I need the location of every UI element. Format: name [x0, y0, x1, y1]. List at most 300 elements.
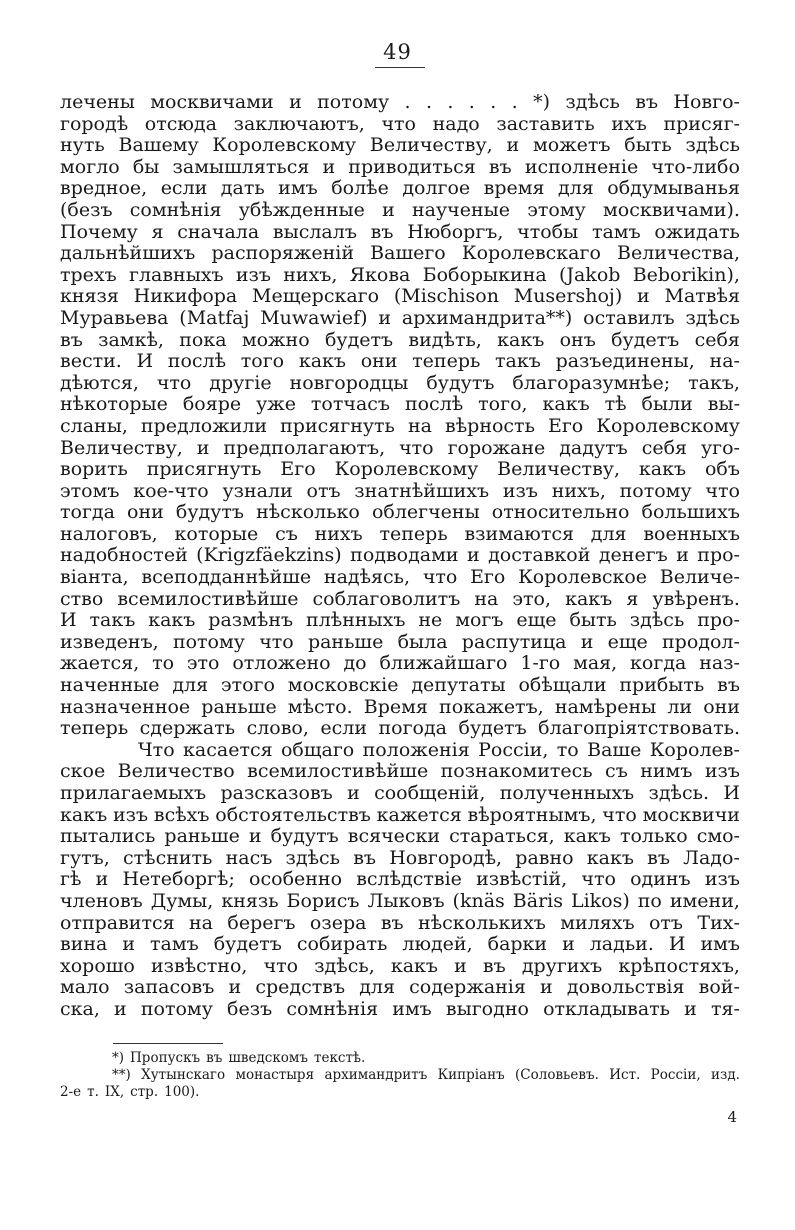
text-line: [60, 934, 740, 956]
word: озера: [309, 911, 367, 934]
word: И: [136, 350, 154, 373]
word: по: [637, 889, 662, 912]
word: дадутъ: [559, 436, 628, 459]
word: пытались: [60, 825, 156, 848]
word: обстоятельствъ: [215, 803, 371, 826]
word: Время: [363, 695, 428, 718]
word: .: [425, 91, 432, 113]
word: теперь: [60, 717, 129, 740]
word: еще: [516, 609, 557, 632]
word: жается,: [60, 652, 140, 675]
word: и: [378, 306, 392, 329]
word: Королев-: [649, 738, 740, 761]
text-line: [60, 675, 740, 697]
word: московскіе: [287, 674, 399, 697]
word: прилагаемыхъ: [60, 782, 207, 804]
word: полученныхъ: [499, 782, 635, 804]
word: Величе-: [659, 566, 740, 589]
word: (Соловьевъ.: [515, 1067, 599, 1083]
word: относительно: [491, 501, 630, 524]
word: крѣпостяхъ,: [618, 954, 740, 977]
word: отъ: [648, 911, 684, 934]
word: не: [418, 609, 443, 632]
word: въ: [353, 846, 377, 869]
word: изд.: [710, 1067, 740, 1083]
word: выслалъ: [272, 220, 357, 243]
word: видѣть,: [408, 328, 482, 351]
word: нѣкоторые: [60, 393, 168, 416]
word: Musershoj): [513, 285, 623, 308]
word: .: [404, 91, 411, 113]
text-line: [60, 308, 740, 330]
word: отъ: [306, 479, 341, 502]
word: миляхъ: [560, 911, 635, 934]
word: до: [343, 652, 367, 675]
word: Пропускъ: [130, 1050, 201, 1066]
word: содержанія: [409, 976, 526, 999]
word: будутъ: [270, 825, 339, 848]
word: разсказовъ: [220, 782, 333, 804]
word: членовъ: [60, 889, 143, 912]
word: изъ: [502, 479, 538, 502]
text-line: [60, 286, 740, 308]
text-line: [60, 632, 740, 654]
word: тя-: [711, 997, 740, 1020]
word: Нетеборгѣ;: [122, 868, 235, 891]
word: ское: [60, 760, 106, 783]
word: тамъ: [150, 933, 199, 956]
word: на: [474, 587, 499, 610]
text-line: [60, 178, 740, 200]
text-line: [60, 524, 740, 546]
word: въ: [206, 1050, 223, 1066]
text-line: [60, 265, 740, 287]
word: вы-: [707, 393, 740, 416]
word: что: [263, 954, 299, 977]
word: я: [151, 220, 164, 243]
word: раньше: [201, 695, 277, 718]
word: то: [152, 652, 175, 675]
word: Тих-: [697, 911, 740, 934]
text-line: [60, 891, 740, 913]
word: быть: [569, 609, 617, 632]
page-number-rule: [375, 67, 425, 68]
word: выгодно: [445, 997, 529, 1020]
word: когда: [630, 652, 687, 675]
word: на: [407, 414, 432, 437]
word: то: [556, 738, 579, 761]
word: разъединены,: [555, 350, 695, 373]
word: какъ: [298, 350, 346, 373]
word: быть: [624, 134, 672, 157]
word: для: [172, 674, 209, 697]
word: благопріятствовать.: [538, 717, 740, 740]
word: и: [322, 155, 336, 178]
word: сообщеній,: [374, 782, 486, 804]
word: Величеству,: [369, 134, 493, 157]
word: людей,: [402, 933, 473, 956]
text-line: [60, 826, 740, 848]
word: и: [248, 825, 262, 848]
text-line: [60, 589, 740, 611]
word: присяг-: [663, 112, 740, 135]
word: Величеству,: [60, 436, 183, 459]
word: Величеству,: [497, 458, 620, 481]
word: 2-е: [60, 1084, 82, 1100]
word: Муравьева: [60, 306, 169, 329]
word: всѣхъ: [153, 803, 210, 826]
text-line: [60, 135, 740, 157]
word: что: [381, 112, 416, 135]
text-line: [60, 567, 740, 589]
word: И: [723, 782, 740, 804]
word: и: [122, 933, 136, 956]
text-line: [60, 805, 740, 827]
word: они: [360, 350, 398, 373]
word: ли: [667, 695, 693, 718]
word: раньше: [164, 825, 240, 848]
word: Королевскому: [596, 414, 740, 437]
text-line: [60, 373, 740, 395]
word: имъ: [392, 997, 432, 1020]
word: другихъ: [521, 954, 603, 977]
word: Мещерскаго: [252, 285, 380, 308]
word: Beborikin),: [632, 263, 740, 286]
word: т.: [87, 1084, 99, 1100]
word: сначала: [177, 220, 260, 243]
word: онъ: [559, 328, 596, 351]
word: нихъ,: [551, 479, 606, 502]
word: текстѣ.: [313, 1050, 366, 1066]
word: потому: [172, 630, 245, 653]
word: про-: [697, 609, 740, 632]
word: запасовъ: [123, 976, 215, 999]
word: ство: [60, 587, 104, 610]
word: теперь: [379, 522, 448, 545]
word: была: [397, 630, 448, 653]
word: еще: [607, 630, 648, 653]
word: москвичами: [150, 91, 274, 113]
word: Ваше: [587, 738, 642, 761]
word: и: [580, 630, 594, 653]
word: будутъ: [426, 371, 495, 394]
word: можетъ: [532, 134, 611, 157]
word: *): [112, 1050, 125, 1066]
word: нихъ,: [283, 263, 338, 286]
word: дѣются,: [60, 371, 139, 394]
word: которые: [174, 522, 259, 545]
word: они: [127, 501, 164, 524]
word: смо-: [696, 825, 740, 848]
word: какъ: [148, 609, 196, 632]
word: мало: [60, 976, 110, 999]
page-number: 49: [383, 40, 412, 64]
word: Хутынскаго: [141, 1067, 226, 1083]
text-line: [60, 999, 740, 1021]
word: какъ: [638, 458, 687, 481]
word: (Matfaj: [179, 306, 250, 329]
word: Новго-: [673, 91, 740, 113]
word: облегчены: [371, 501, 480, 524]
text-line: [60, 869, 740, 891]
word: здѣсь: [685, 134, 740, 157]
word: шведскомъ: [228, 1050, 308, 1066]
word: довольствія: [566, 976, 685, 999]
word: здѣсь: [285, 846, 341, 869]
word: погода: [378, 717, 448, 740]
word: извѣстно,: [150, 954, 248, 977]
word: Королевскому: [212, 134, 357, 157]
word: какъ: [563, 825, 611, 848]
word: послѣ: [167, 350, 227, 373]
word: продол-: [662, 630, 740, 653]
word: ска,: [60, 997, 100, 1020]
word: здѣсь,: [314, 954, 375, 977]
text-line: [60, 848, 740, 870]
word: Королевское: [518, 566, 648, 589]
word: въ: [380, 911, 404, 934]
word: тамъ: [591, 220, 641, 243]
word: это,: [512, 587, 552, 610]
word: потому: [619, 479, 692, 502]
word: какъ: [565, 587, 613, 610]
word: Вашего: [370, 242, 446, 265]
word: распоряженій: [211, 242, 355, 265]
word: предложили: [140, 414, 268, 437]
word: *): [533, 91, 550, 113]
word: сдержать: [139, 717, 236, 740]
word: большихъ: [641, 501, 740, 524]
word: намѣрены: [554, 695, 657, 718]
word: про-: [697, 544, 740, 567]
word: и: [289, 91, 302, 113]
word: слово,: [246, 717, 309, 740]
word: Боборыкина: [422, 263, 547, 286]
word: приводиться: [348, 155, 476, 178]
word: Likos): [570, 889, 630, 912]
word: пока: [179, 328, 227, 351]
word: исполненіе: [524, 155, 639, 178]
text-line: [60, 761, 740, 783]
text-line: [60, 740, 740, 762]
text-line: [60, 459, 740, 481]
word: я: [626, 587, 639, 610]
word: если: [160, 177, 208, 200]
word: доставкой: [488, 544, 591, 567]
word: горожане: [447, 436, 546, 459]
word: военныхъ: [643, 522, 740, 545]
word: и: [347, 782, 360, 804]
word: гѣ: [60, 868, 82, 891]
word: что: [259, 630, 294, 653]
word: будетъ: [324, 328, 394, 351]
word: Никифора: [133, 285, 238, 308]
word: подводами: [350, 544, 459, 567]
word: наученые: [412, 198, 511, 221]
word: Думы,: [150, 889, 214, 912]
word: если: [320, 717, 367, 740]
word: присягнуть: [146, 458, 262, 481]
word: какъ: [390, 954, 439, 977]
word: откладывать: [543, 997, 671, 1020]
word: отложено: [232, 652, 331, 675]
word: заставить: [496, 112, 595, 135]
word: вой-: [698, 976, 740, 999]
word: и: [382, 198, 395, 221]
word: князя: [60, 285, 119, 308]
text-line: [60, 502, 740, 524]
word: теперь: [412, 350, 481, 373]
word: и: [562, 933, 575, 956]
word: имени,: [669, 889, 740, 912]
word: вѣроятнымъ,: [467, 803, 597, 826]
word: и: [637, 285, 650, 308]
word: этомъ: [60, 479, 120, 502]
word: безъ: [227, 997, 273, 1020]
word: стр.: [130, 1084, 159, 1100]
word: какъ: [586, 846, 634, 869]
word: долгое: [402, 177, 471, 200]
word: будетъ: [213, 933, 282, 956]
word: Почему: [60, 220, 138, 243]
word: обѣщали: [518, 674, 607, 697]
word: дать: [220, 177, 265, 200]
word: въ: [635, 91, 659, 113]
text-line: [60, 114, 740, 136]
word: Величества,: [617, 242, 740, 265]
word: Королевскаго: [461, 242, 601, 265]
word: Новгородѣ,: [389, 846, 503, 869]
word: мѣсто.: [287, 695, 353, 718]
body-text: [60, 92, 740, 1021]
word: всеподданнѣйше: [141, 566, 312, 589]
word: .: [511, 91, 518, 113]
word: въ: [482, 954, 506, 977]
word: Величество: [117, 760, 235, 783]
word: объ: [704, 458, 740, 481]
word: это: [186, 652, 220, 675]
word: прибыть: [619, 674, 705, 697]
footnote-line: [60, 1067, 740, 1084]
word: болѣе: [331, 177, 389, 200]
word: надѣясь,: [323, 566, 411, 589]
word: изъ: [704, 760, 740, 783]
word: IX,: [104, 1084, 125, 1100]
word: Лыковъ: [367, 889, 445, 912]
word: нимъ: [640, 760, 693, 783]
word: назначенное: [60, 695, 191, 718]
word: время: [483, 177, 545, 200]
word: можно: [241, 328, 310, 351]
word: всемилостивѣйше: [117, 587, 299, 610]
word: особенно: [249, 868, 343, 891]
word: что: [156, 371, 192, 394]
word: и: [228, 976, 242, 999]
word: (безъ: [60, 198, 113, 221]
word: вина: [60, 933, 108, 956]
word: что: [602, 803, 637, 826]
word: главныхъ: [128, 263, 224, 286]
word: оставилъ: [583, 306, 675, 329]
word: барки: [487, 933, 548, 956]
word: узнали: [222, 479, 293, 502]
word: Якова: [349, 263, 411, 286]
word: ладьи.: [589, 933, 654, 956]
word: обдумыванья: [607, 177, 740, 200]
word: 100).: [164, 1084, 200, 1100]
word: .: [490, 91, 497, 113]
word: монастыря: [235, 1067, 315, 1083]
word: стараться,: [449, 825, 555, 848]
word: на-: [709, 350, 740, 373]
word: Кипріанъ: [437, 1067, 505, 1083]
word: кажется: [376, 803, 462, 826]
word: 1-го: [520, 652, 561, 675]
word: въ: [717, 674, 740, 697]
word: надобностей: [60, 544, 188, 567]
word: уго-: [700, 436, 740, 459]
word: изъ: [112, 803, 149, 826]
word: наз-: [699, 652, 740, 675]
word: убѣжденные: [238, 198, 365, 221]
word: размѣнъ: [208, 609, 294, 632]
word: Россіи,: [478, 738, 549, 761]
word: віанта,: [60, 566, 129, 589]
word: что: [399, 436, 434, 459]
word: такъ,: [688, 371, 740, 394]
word: взимаются: [464, 522, 574, 545]
word: отсюда: [144, 112, 217, 135]
word: надо: [432, 112, 480, 135]
word: Матвѣя: [664, 285, 740, 308]
word: и: [454, 954, 467, 977]
word: (Jakob: [558, 263, 621, 286]
word: наченные: [60, 674, 160, 697]
word: заключаютъ,: [233, 112, 365, 135]
word: бояре: [182, 393, 242, 416]
word: кое-что: [133, 479, 209, 502]
word: берегъ: [227, 911, 296, 934]
word: покажетъ,: [439, 695, 544, 718]
word: такъ: [495, 350, 541, 373]
word: сланы,: [60, 414, 128, 437]
word: .: [468, 91, 475, 113]
word: для: [558, 177, 594, 200]
text-line: [60, 330, 740, 352]
word: и: [196, 436, 210, 459]
word: какъ: [60, 803, 108, 826]
word: трехъ: [60, 263, 117, 286]
word: отправится: [60, 911, 175, 934]
word: здѣсь: [565, 91, 620, 113]
text-line: [60, 697, 740, 719]
word: какъ: [542, 393, 590, 416]
word: всячески: [347, 825, 441, 848]
word: Его: [280, 458, 316, 481]
word: тѣ: [604, 393, 627, 416]
word: вредное,: [60, 177, 148, 200]
word: насъ: [225, 846, 273, 869]
word: знатнѣйшихъ: [354, 479, 490, 502]
word: архимандритъ: [324, 1067, 428, 1083]
word: другіе: [209, 371, 272, 394]
word: плѣнныхъ: [306, 609, 406, 632]
word: (Mischison: [393, 285, 499, 308]
word: Его: [547, 414, 584, 437]
word: хорошо: [60, 954, 135, 977]
word: могло: [60, 155, 120, 178]
word: москвичи: [642, 803, 740, 826]
